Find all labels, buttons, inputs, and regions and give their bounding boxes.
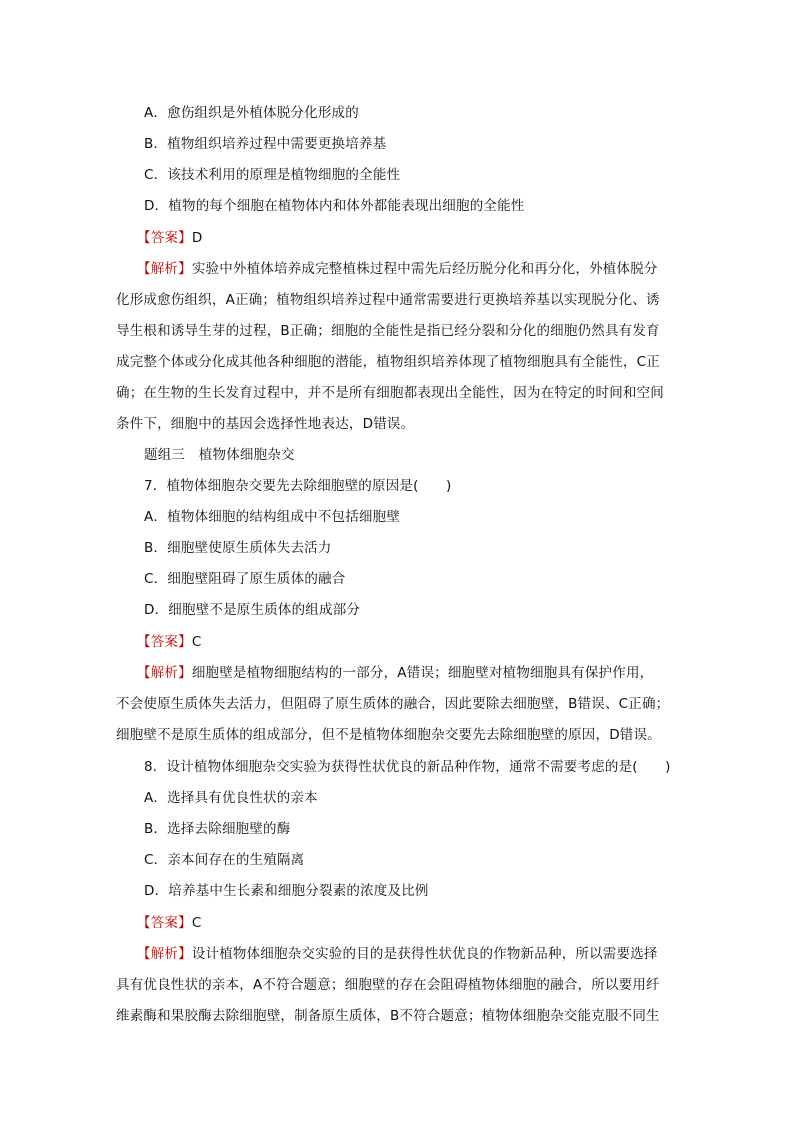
q7-option-a: A．植物体细胞的结构组成中不包括细胞壁 xyxy=(144,509,401,525)
q6-analysis-line-6: 条件下，细胞中的基因会选择性地表达，D错误。 xyxy=(116,416,415,432)
answer-value: C xyxy=(191,915,202,931)
answer-tag: 【答案】 xyxy=(137,634,192,650)
q6-analysis-line-2: 化形成愈伤组织，A正确；植物组织培养过程中通常需要进行更换培养基以实现脱分化、诱 xyxy=(116,292,660,308)
q8-option-c: C．亲本间存在的生殖隔离 xyxy=(144,852,305,868)
answer-tag: 【答案】 xyxy=(137,915,192,931)
q6-analysis-line-5: 确；在生物的生长发育过程中，并不是所有细胞都表现出全能性，因为在特定的时间和空间 xyxy=(116,385,664,401)
q8-answer xyxy=(137,913,201,933)
q7-analysis-line-2: 不会使原生质体失去活力，但阻碍了原生质体的融合，因此要除去细胞壁，B错误、C正确； xyxy=(116,696,670,712)
analysis-tag: 【解析】 xyxy=(137,261,192,277)
q6-option-b: B．植物组织培养过程中需要更换培养基 xyxy=(144,136,387,152)
q8-analysis-line-3: 维素酶和果胶酶去除细胞壁，制备原生质体，B不符合题意；植物体细胞杂交能克服不同生 xyxy=(116,1008,660,1024)
analysis-tag: 【解析】 xyxy=(137,946,192,962)
q8-stem: 8．设计植物体细胞杂交实验为获得性状优良的新品种作物，通常不需要考虑的是( ) xyxy=(144,759,671,775)
q6-option-c: C．该技术利用的原理是植物细胞的全能性 xyxy=(144,167,401,183)
q8-option-b: B．选择去除细胞壁的酶 xyxy=(144,821,291,837)
q7-analysis-line-3: 细胞壁不是原生质体的组成部分，但不是植物体细胞杂交要先去除细胞壁的原因，D错误。 xyxy=(116,727,661,743)
q7-option-b: B．细胞壁使原生质体失去活力 xyxy=(144,540,332,556)
analysis-tag: 【解析】 xyxy=(137,665,192,681)
q7-answer xyxy=(137,632,201,652)
answer-value: C xyxy=(191,634,202,650)
q8-analysis-line-2: 具有优良性状的亲本，A不符合题意；细胞壁的存在会阻碍植物体细胞的融合，所以要用纤 xyxy=(116,977,660,993)
q6-analysis-line-4: 成完整个体或分化成其他各种细胞的潜能，植物组织培养体现了植物细胞具有全能性，C正 xyxy=(116,354,660,370)
q8-analysis-line-1: 【解析】设计植物体细胞杂交实验的目的是获得性状优良的作物新品种，所以需要选择 xyxy=(137,946,658,962)
q7-analysis-line-1: 【解析】细胞壁是植物细胞结构的一部分，A错误；细胞壁对植物细胞具有保护作用， xyxy=(137,665,654,681)
q8-option-d: D．培养基中生长素和细胞分裂素的浓度及比例 xyxy=(144,883,429,899)
q7-option-d: D．细胞壁不是原生质体的组成部分 xyxy=(144,602,361,618)
q8-option-a: A．选择具有优良性状的亲本 xyxy=(144,790,318,806)
q6-answer xyxy=(137,228,202,248)
answer-tag: 【答案】 xyxy=(137,230,192,246)
group-title: 题组三 植物体细胞杂交 xyxy=(144,447,295,463)
q7-stem: 7．植物体细胞杂交要先去除细胞壁的原因是( ) xyxy=(144,478,452,494)
q6-option-d: D．植物的每个细胞在植物体内和体外都能表现出细胞的全能性 xyxy=(144,198,525,214)
answer-value: D xyxy=(191,230,203,246)
q6-analysis-line-3: 导生根和诱导生芽的过程，B正确；细胞的全能性是指已经分裂和分化的细胞仍然具有发育 xyxy=(116,323,660,339)
q6-analysis-line-1: 【解析】实验中外植体培养成完整植株过程中需先后经历脱分化和再分化，外植体脱分 xyxy=(137,261,658,277)
q6-option-a: A．愈伤组织是外植体脱分化形成的 xyxy=(144,105,359,121)
q7-option-c: C．细胞壁阻碍了原生质体的融合 xyxy=(144,571,346,587)
